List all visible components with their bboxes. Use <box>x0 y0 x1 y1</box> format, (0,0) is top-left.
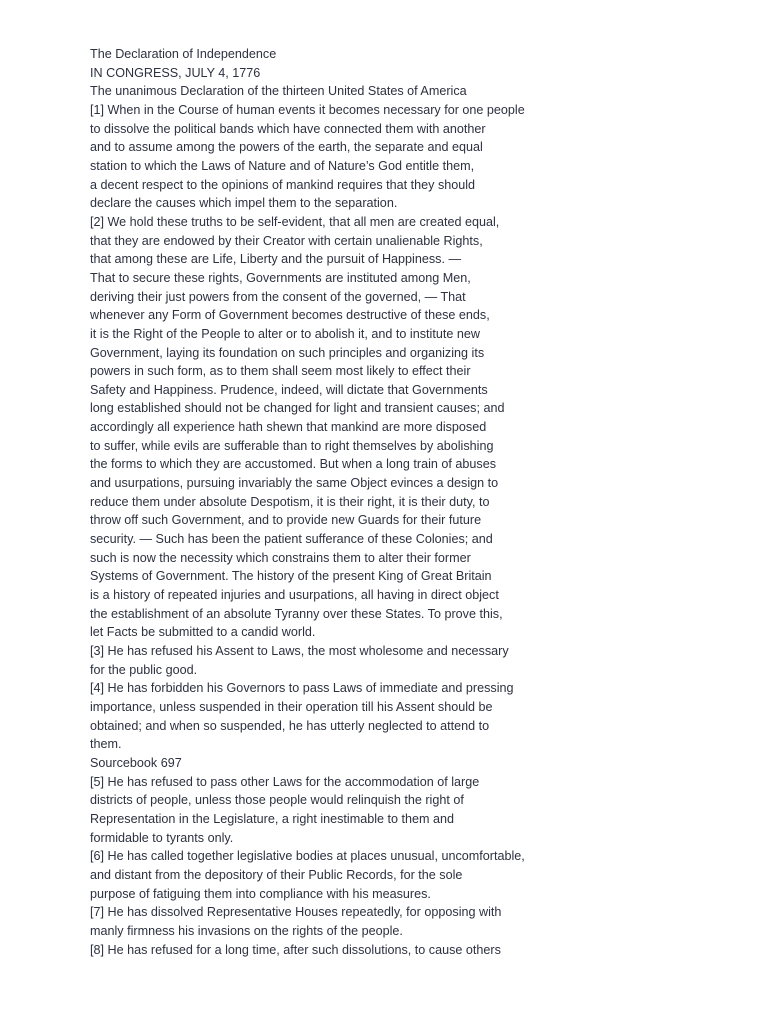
text-line: whenever any Form of Government becomes destructive of these ends, <box>90 308 490 323</box>
text-line: to suffer, while evils are sufferable than to right themselves by abolishing <box>90 438 494 453</box>
text-line: [1] When in the Course of human events it becomes necessary for one people <box>90 102 525 117</box>
text-line: that they are endowed by their Creator with certain unalienable Rights, <box>90 233 483 248</box>
text-line: formidable to tyrants only. <box>90 830 234 845</box>
text-line: the establishment of an absolute Tyranny over these States. To prove this, <box>90 606 503 621</box>
text-line: [4] He has forbidden his Governors to pass Laws of immediate and pressing <box>90 681 514 696</box>
text-line: Government, laying its foundation on such principles and organizing its <box>90 345 485 360</box>
text-line: let Facts be submitted to a candid world. <box>90 625 316 640</box>
text-line: deriving their just powers from the consent of the governed, — That <box>90 289 466 304</box>
text-line: security. — Such has been the patient sufferance of these Colonies; and <box>90 532 493 547</box>
text-line: reduce them under absolute Despotism, it is their right, it is their duty, to <box>90 494 490 509</box>
text-line: Representation in the Legislature, a right inestimable to them and <box>90 811 455 826</box>
text-line: to dissolve the political bands which have connected them with another <box>90 121 486 136</box>
text-line: it is the Right of the People to alter or to abolish it, and to institute new <box>90 326 480 341</box>
text-line: is a history of repeated injuries and usurpations, all having in direct object <box>90 588 499 603</box>
text-line: [3] He has refused his Assent to Laws, the most wholesome and necessary <box>90 644 509 658</box>
text-line: declare the causes which impel them to the separation. <box>90 196 398 211</box>
text-line: purpose of fatiguing them into compliance with his measures. <box>90 886 431 901</box>
text-line: districts of people, unless those people would relinquish the right of <box>90 793 464 808</box>
text-line: The Declaration of Independence <box>90 47 277 61</box>
text-line: that among these are Life, Liberty and the pursuit of Happiness. — <box>90 252 462 267</box>
text-line: a decent respect to the opinions of mankind requires that they should <box>90 177 476 192</box>
document-page <box>90 45 690 959</box>
text-line: [2] We hold these truths to be self-evident, that all men are created equal, <box>90 214 500 229</box>
text-line: long established should not be changed for light and transient causes; and <box>90 401 505 416</box>
text-line: [5] He has refused to pass other Laws for the accommodation of large <box>90 774 480 789</box>
text-line: and to assume among the powers of the earth, the separate and equal <box>90 140 483 155</box>
text-line: the forms to which they are accustomed. But when a long train of abuses <box>90 457 497 472</box>
text-line: [7] He has dissolved Representative Houses repeatedly, for opposing with <box>90 905 502 920</box>
text-line: [8] He has refused for a long time, after such dissolutions, to cause others <box>90 942 501 957</box>
text-line: them. <box>90 737 122 752</box>
text-line: and usurpations, pursuing invariably the same Object evinces a design to <box>90 476 499 491</box>
text-line: Systems of Government. The history of the present King of Great Britain <box>90 569 492 584</box>
text-line: manly firmness his invasions on the rights of the people. <box>90 923 403 938</box>
text-line: Sourcebook 697 <box>90 755 182 770</box>
text-line: IN CONGRESS, JULY 4, 1776 <box>90 65 261 80</box>
text-line: That to secure these rights, Governments are instituted among Men, <box>90 270 471 285</box>
text-line: Safety and Happiness. Prudence, indeed, will dictate that Governments <box>90 382 488 397</box>
text-line: importance, unless suspended in their operation till his Assent should be <box>90 699 493 714</box>
text-line: such is now the necessity which constrains them to alter their former <box>90 550 471 565</box>
text-line: obtained; and when so suspended, he has utterly neglected to attend to <box>90 718 490 733</box>
text-line: for the public good. <box>90 662 198 677</box>
text-line: and distant from the depository of their Public Records, for the sole <box>90 867 463 882</box>
text-line: station to which the Laws of Nature and of Nature’s God entitle them, <box>90 158 475 173</box>
text-line: The unanimous Declaration of the thirteen United States of America <box>90 84 467 99</box>
text-line: [6] He has called together legislative bodies at places unusual, uncomfortable, <box>90 849 525 864</box>
text-line: accordingly all experience hath shewn that mankind are more disposed <box>90 420 487 435</box>
text-line: throw off such Government, and to provide new Guards for their future <box>90 513 482 528</box>
text-line: powers in such form, as to them shall seem most likely to effect their <box>90 364 471 379</box>
